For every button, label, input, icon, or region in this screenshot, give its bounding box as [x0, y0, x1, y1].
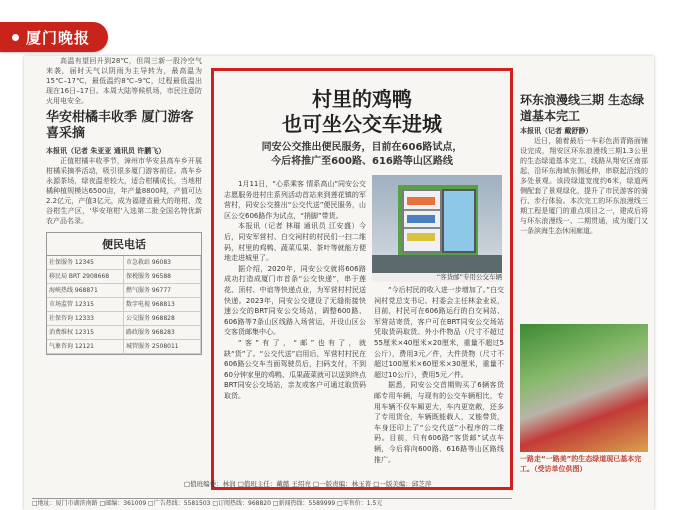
table-row [47, 340, 201, 354]
table-cell: 保税服务 96588 [124, 270, 201, 283]
left-body: 正值柑橘丰收季节，漳州市华安县高车乡开展柑橘采摘季活动，吸引很多厦门游客前往。高车乡永源茶场，绿夜温差较大，适合柑橘成长，当地柑橘种植规模达6500亩，年产量8800吨，产值可达2.2亿元，产值3亿元，成为福建省最大的琯柑、茂谷柑生产区，'华安琯柑'入选第二批全国名特优新农产品名录。 [46, 157, 202, 225]
highlighted-main-article [211, 68, 513, 490]
main-article-subtitle-line1: 同安公交推出便民服务，目前在606路试点， [261, 142, 463, 153]
table-row [47, 284, 201, 298]
right-column [520, 92, 648, 473]
table-cell: 燃气服务 96777 [124, 284, 201, 297]
main-article-left-flow [224, 179, 366, 401]
article-paragraph: 本报讯（记者 林璀 通讯员 江安盛）今后，同安军营村、白交祠村的村民们一扫二维码，村里的鸡鸭、蔬菜瓜果、茶叶等就能方便地走进城里了。 [224, 222, 366, 263]
right-byline: 本报讯（记者 戴舒静） [520, 127, 593, 135]
table-row [47, 312, 201, 326]
table-cell: 城管服务 2508011 [124, 340, 201, 353]
newspaper-page [24, 56, 654, 510]
table-cell: 消费维权 12315 [47, 326, 124, 339]
article-paragraph: 1月11日，“心系乘客 情系高山”同安公交志愿服务进村庄系列活动首站来到莲花镇的军营村，同安公交推出“公交代送”便民服务，山区公交606路作为试点，“捎脚”带货。 [224, 180, 366, 220]
table-cell: 社保咨询 12333 [47, 312, 124, 325]
service-phone-table [46, 232, 202, 355]
left-headline: 华安柑橘丰收季 厦门游客喜采摘 [46, 110, 194, 141]
greenway-photo [520, 324, 648, 452]
photo-caption: “客货邮”专用公交车辆 [372, 273, 502, 282]
weather-text: 高温有望回升到28℃，但周三新一股冷空气来袭，届时天气以阴雨为主导转为，最高温为15℃–17℃，最低温约8℃–9℃，过程最低温出现在16日–17日。本周大陆等候机场，市民注意防火用电安全。 [46, 57, 202, 105]
table-cell: 气象咨询 12121 [47, 340, 124, 353]
table-row [47, 256, 201, 270]
table-cell: 海峡热线 968871 [47, 284, 124, 297]
left-column [46, 56, 202, 355]
article-paragraph: “今后村民的收入进一步增加了。”白交祠村党总支书记、村委会主任林金业说，目前，村民可在606路运行的白交祠站、军营站寄货，客户可在BRT同安公交场站凭取货码取货。外小件物品（尺寸不超过55厘米×40厘米×20厘米，重量不超过5公斤），费用3元／件，大件货物（尺寸不超过100厘米×60厘米×30厘米，重量不超过10公斤），费用5元／件。 [374, 286, 504, 379]
newspaper-brand-badge [0, 22, 108, 52]
table-cell: 市急救站 96083 [124, 256, 201, 269]
table-row [47, 270, 201, 284]
main-article-body [224, 179, 504, 464]
main-article-right-flow [374, 285, 504, 465]
table-cell: 数字电视 968813 [124, 298, 201, 311]
main-article-subtitle-line2: 今后将推广至600路、616路等山区路线 [271, 156, 453, 167]
table-cell: 公交服务 968828 [124, 312, 201, 325]
main-article-title-line1: 村里的鸡鸭 [312, 87, 412, 111]
page-footer: □地址：厦门市湖滨南路 □邮编：361009 □广告热线：5581503 □订阅热线：968820 □新闻热线：5589999 □零售价：1.5元 [32, 498, 512, 508]
table-cell: 移民局 BRT 2908668 [47, 270, 124, 283]
left-byline: 本报讯（记者 朱亚亚 通讯员 许鹏飞） [46, 147, 166, 155]
badge-label: 厦门晚报 [26, 28, 91, 47]
article-paragraph: 据悉，同安公交首期购买了6辆客货邮专用车辆，与现有的公交车辆相比，专用车辆不仅车厢更大，车内更宽敞，还多了专用货仓，车辆既能载人，又能带货，车身还印上了“公交代送”小程序的二维码。目前，只有606路“客货邮”试点车辆，今后将向600路、616路等山区路线推广。 [374, 381, 504, 464]
table-cell: 市场监管 12315 [47, 298, 124, 311]
article-paragraph: “客”有了，“邮”也有了，就缺“货”了。“公交代送”启用后，军营村村民在606路公交车当面驾驶员后，扫码支付，不到60分钟家里的鸡鸭、瓜果蔬菜就可以送到终点BRT同安公交场站，亲友或客户可通过取货码取货。 [224, 338, 366, 400]
badge-dot-icon [12, 34, 19, 41]
editor-credits: □值班编委：林润 □值班主任：戴懿 王绍亮 □一版责编：林玉菁 □一版美编：邱芝萍 [184, 480, 432, 488]
table-row [47, 326, 201, 340]
article-paragraph: 据介绍，2020年，同安公交就将606路成功打造成厦门市首条“公交快递”，串于莲花、顶村、中谊等快递点业，为军营村村民送快递。2023年，同安公交建设了无缝衔接快速公交的BRT同安公交场站，调整600路、606路等7条山区线路入场营运，开设山区公交客货邮集中心。 [224, 264, 366, 337]
table-cell: 社保服务 12345 [47, 256, 124, 269]
right-body: 近日，随着最后一车彩色沥青路面铺设完成，翔安区环东浪漫线三期1.3公里的生态绿道基本完工，线路从翔安区南部起，沿环东海域东侧延伸，串联起沿线的多处景观。该段绿道宽度约6米，绿道两侧配套了景观绿化，提升了市民游客的骑行、步行体验。本次完工的环东浪漫线三期工程是厦门的重点项目之一，建成后将与环东浪漫线一、二期贯通，成为厦门又一条滨海生态休闲廊道。 [520, 137, 648, 235]
main-article-title-line2: 也可坐公交车进城 [282, 112, 442, 136]
table-row [47, 298, 201, 312]
service-table-title: 便民电话 [47, 233, 201, 256]
greenway-photo-caption: 一路走“一路美”的生态绿道现已基本完工。（受访单位供图） [520, 455, 642, 473]
table-cell: 路政服务 968283 [124, 326, 201, 339]
right-headline: 环东浪漫线三期 生态绿道基本完工 [520, 93, 645, 123]
